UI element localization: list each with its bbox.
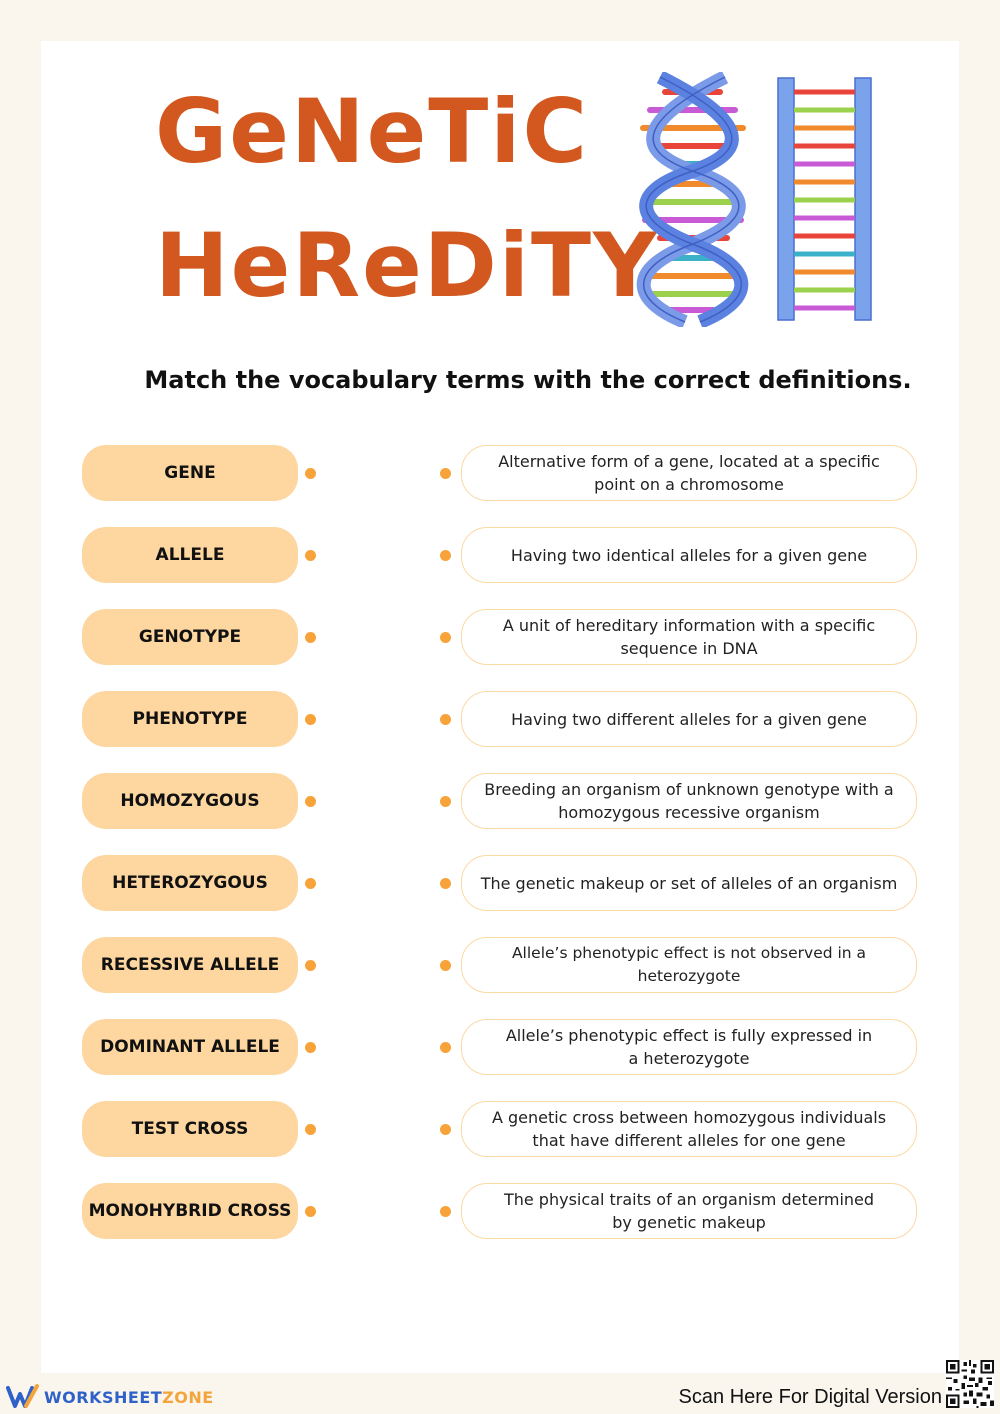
term-connector-dot[interactable] xyxy=(305,714,316,725)
definition-card[interactable]: Having two identical alleles for a given gene xyxy=(461,527,917,583)
match-row xyxy=(0,1019,1000,1075)
term-connector-dot[interactable] xyxy=(305,632,316,643)
scan-instruction: Scan Here For Digital Version xyxy=(678,1386,942,1408)
term-card[interactable]: MONOHYBRID CROSS xyxy=(82,1183,298,1239)
definition-card[interactable]: A unit of hereditary information with a specific sequence in DNA xyxy=(461,609,917,665)
match-row xyxy=(0,937,1000,993)
term-card[interactable]: HETEROZYGOUS xyxy=(82,855,298,911)
term-connector-dot[interactable] xyxy=(305,550,316,561)
definition-card[interactable]: Breeding an organism of unknown genotype with a homozygous recessive organism xyxy=(461,773,917,829)
term-card[interactable]: ALLELE xyxy=(82,527,298,583)
definition-card[interactable]: Alternative form of a gene, located at a specific point on a chromosome xyxy=(461,445,917,501)
definition-connector-dot[interactable] xyxy=(440,1042,451,1053)
term-connector-dot[interactable] xyxy=(305,878,316,889)
worksheetzone-logo-icon xyxy=(6,1384,40,1410)
title-line-1: GeNeTiC xyxy=(155,80,590,183)
term-card[interactable]: DOMINANT ALLELE xyxy=(82,1019,298,1075)
brand-name-part-1: WORKSHEET xyxy=(44,1387,163,1407)
definition-card[interactable]: Allele’s phenotypic effect is not observed in a heterozygote xyxy=(461,937,917,993)
definition-connector-dot[interactable] xyxy=(440,796,451,807)
brand-name xyxy=(44,1388,214,1407)
definition-connector-dot[interactable] xyxy=(440,960,451,971)
term-card[interactable]: TEST CROSS xyxy=(82,1101,298,1157)
definition-connector-dot[interactable] xyxy=(440,632,451,643)
term-card[interactable]: GENOTYPE xyxy=(82,609,298,665)
match-row xyxy=(0,445,1000,501)
term-connector-dot[interactable] xyxy=(305,796,316,807)
dna-helix-icon xyxy=(643,77,743,322)
definition-connector-dot[interactable] xyxy=(440,714,451,725)
match-row xyxy=(0,1183,1000,1239)
term-connector-dot[interactable] xyxy=(305,468,316,479)
match-row xyxy=(0,691,1000,747)
definition-card[interactable]: The genetic makeup or set of alleles of an organism xyxy=(461,855,917,911)
match-row xyxy=(0,773,1000,829)
definition-card[interactable]: Having two different alleles for a given gene xyxy=(461,691,917,747)
definition-card[interactable]: A genetic cross between homozygous individuals that have different alleles for one gene xyxy=(461,1101,917,1157)
title-line-2: HeReDiTY xyxy=(155,214,659,317)
term-connector-dot[interactable] xyxy=(305,1206,316,1217)
qr-code-icon[interactable] xyxy=(946,1360,994,1408)
term-card[interactable]: RECESSIVE ALLELE xyxy=(82,937,298,993)
dna-illustration xyxy=(625,72,880,327)
term-connector-dot[interactable] xyxy=(305,1124,316,1135)
definition-card[interactable]: The physical traits of an organism determined by genetic makeup xyxy=(461,1183,917,1239)
definition-connector-dot[interactable] xyxy=(440,550,451,561)
brand-logo[interactable] xyxy=(6,1384,214,1410)
match-row xyxy=(0,1101,1000,1157)
definition-connector-dot[interactable] xyxy=(440,1206,451,1217)
term-card[interactable]: HOMOZYGOUS xyxy=(82,773,298,829)
term-connector-dot[interactable] xyxy=(305,960,316,971)
term-card[interactable]: GENE xyxy=(82,445,298,501)
match-row xyxy=(0,609,1000,665)
term-connector-dot[interactable] xyxy=(305,1042,316,1053)
term-card[interactable]: PHENOTYPE xyxy=(82,691,298,747)
dna-ladder-icon xyxy=(778,78,871,320)
instructions-text: Match the vocabulary terms with the correct definitions. xyxy=(144,366,912,394)
definition-connector-dot[interactable] xyxy=(440,878,451,889)
definition-connector-dot[interactable] xyxy=(440,1124,451,1135)
definition-connector-dot[interactable] xyxy=(440,468,451,479)
match-row xyxy=(0,855,1000,911)
brand-name-part-2: ZONE xyxy=(162,1387,214,1407)
match-row xyxy=(0,527,1000,583)
definition-card[interactable]: Allele’s phenotypic effect is fully expressed in a heterozygote xyxy=(461,1019,917,1075)
